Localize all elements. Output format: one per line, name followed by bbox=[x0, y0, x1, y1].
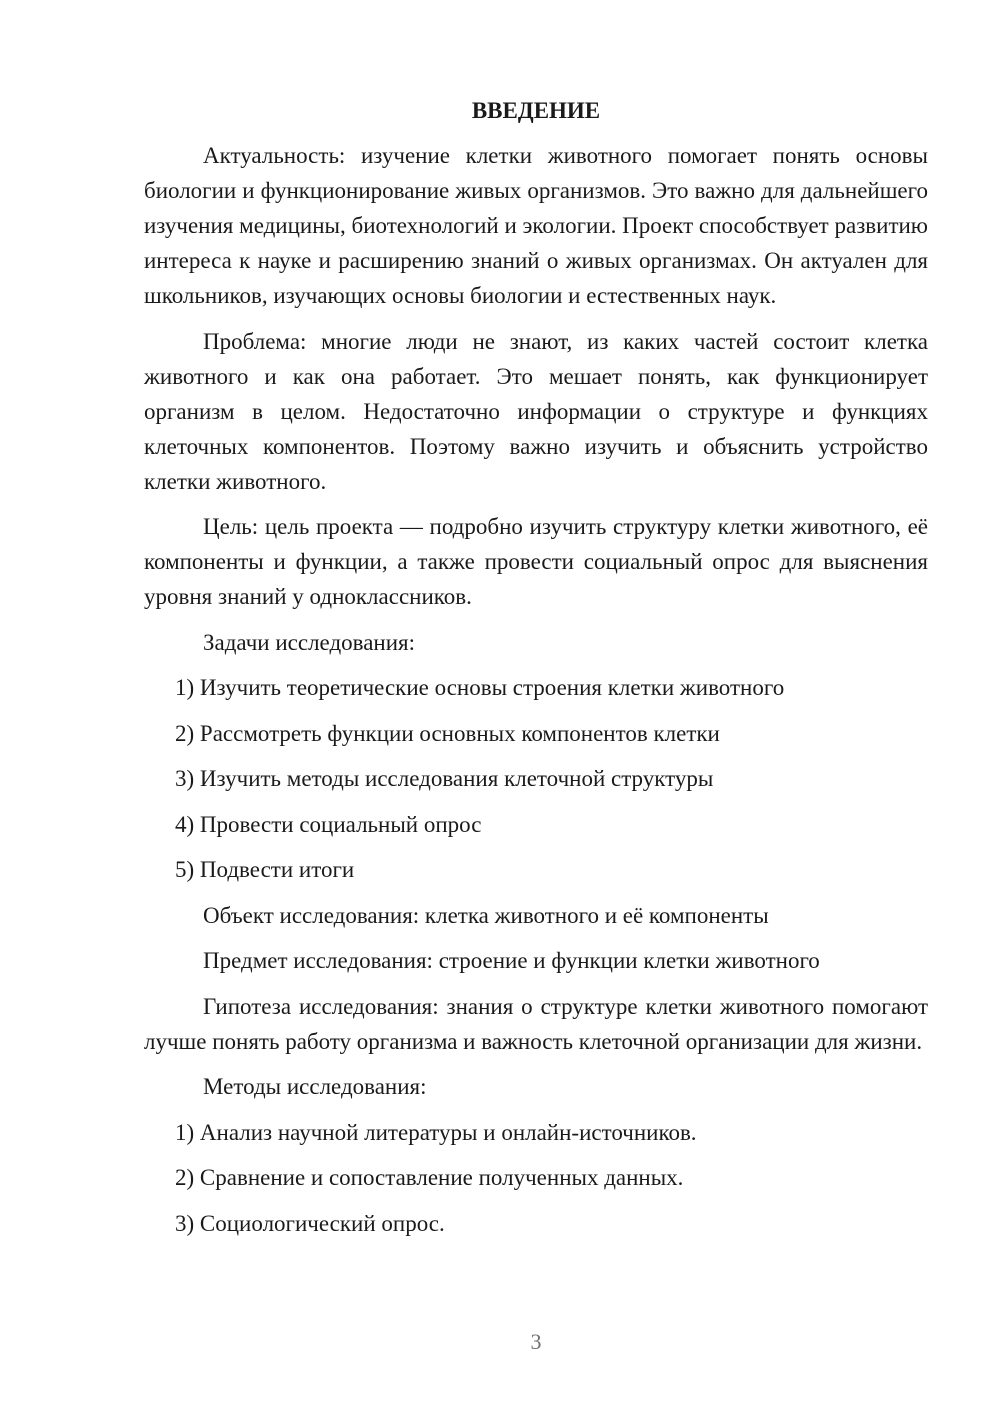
list-item: 3) Социологический опрос. bbox=[175, 1210, 445, 1236]
methods-title: Методы исследования: bbox=[203, 1074, 427, 1099]
list-item: 2) Рассмотреть функции основных компонентов клетки bbox=[175, 720, 720, 746]
object-line: Объект исследования: клетка животного и её компоненты bbox=[203, 902, 769, 928]
list-item: 2) Сравнение и сопоставление полученных данных. bbox=[175, 1165, 684, 1190]
methods-list bbox=[144, 1115, 928, 1241]
hypothesis-paragraph: Гипотеза исследования: знания о структуре клетки животного помогают лучше понять работу организма и важность клеточной организации для жизни. bbox=[144, 993, 928, 1054]
section-heading: ВВЕДЕНИЕ bbox=[471, 98, 601, 123]
goal-paragraph: Цель: цель проекта — подробно изучить структуру клетки животного, её компоненты и функции, а также провести социальный опрос для выяснения уровня знаний у одноклассников. bbox=[144, 514, 928, 609]
tasks-list bbox=[144, 670, 928, 887]
relevance-paragraph: Актуальность: изучение клетки животного помогает понять основы биологии и функционирование живых организмов. Это важно для дальнейшего изучения медицины, биотехнологий и экологии. Проект способствует развитию интереса к науке и расширению знаний о живых организмах. Он актуален для школьников, изучающих основы биологии и естественных наук. bbox=[144, 143, 928, 308]
list-item: 4) Провести социальный опрос bbox=[175, 811, 482, 837]
list-item: 1) Изучить теоретические основы строения клетки животного bbox=[175, 675, 785, 700]
page-number: 3 bbox=[530, 1329, 542, 1354]
page-content bbox=[144, 93, 928, 1251]
subject-line: Предмет исследования: строение и функции клетки животного bbox=[203, 948, 820, 973]
problem-paragraph: Проблема: многие люди не знают, из каких частей состоит клетка животного и как она работает. Это мешает понять, как функционирует организм в целом. Недостаточно информации о структуре и функциях клеточных компонентов. Поэтому важно изучить и объяснить устройство клетки животного. bbox=[144, 328, 928, 494]
list-item: 1) Анализ научной литературы и онлайн-источников. bbox=[175, 1119, 697, 1145]
tasks-title: Задачи исследования: bbox=[203, 629, 416, 655]
list-item: 3) Изучить методы исследования клеточной структуры bbox=[175, 766, 714, 791]
list-item: 5) Подвести итоги bbox=[175, 857, 355, 882]
